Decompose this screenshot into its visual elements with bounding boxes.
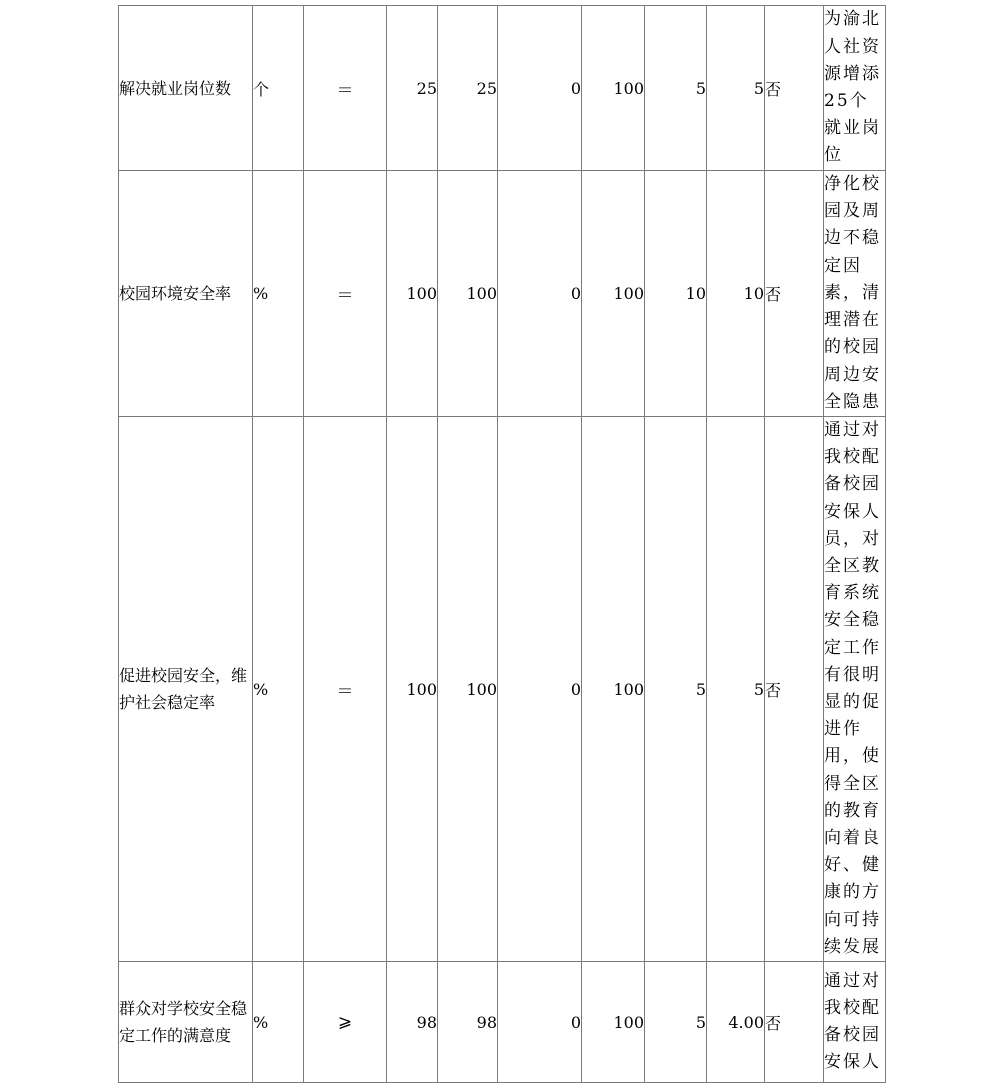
target-value-cell: 100 (387, 417, 438, 962)
completion-rate-cell: 100 (582, 417, 645, 962)
deviation-cell: 0 (498, 962, 582, 1083)
weight-cell: 5 (645, 962, 707, 1083)
score-cell: 5 (707, 6, 765, 171)
target-value-cell: 98 (387, 962, 438, 1083)
target-value-cell: 25 (387, 6, 438, 171)
unit-cell: 个 (253, 6, 304, 171)
score-cell: 5 (707, 417, 765, 962)
performance-indicator-table (118, 5, 886, 1083)
unit-cell: % (253, 171, 304, 417)
indicator-name-cell: 校园环境安全率 (119, 171, 253, 417)
remark-cell: 为渝北人社资源增添25个就业岗位 (824, 6, 886, 171)
target-value-cell: 100 (387, 171, 438, 417)
weight-cell: 10 (645, 171, 707, 417)
adjusted-flag-cell: 否 (765, 6, 824, 171)
comparison-symbol-cell: ＝ (304, 171, 387, 417)
completion-rate-cell: 100 (582, 6, 645, 171)
adjusted-flag-cell: 否 (765, 962, 824, 1083)
remark-cell: 通过对我校配备校园安保人员，对全区教育系统安全稳定工作有很明显的促进作用，使得全区的教育向着良好、健康的方向可持续发展 (824, 417, 886, 962)
deviation-cell: 0 (498, 171, 582, 417)
weight-cell: 5 (645, 417, 707, 962)
table-row (119, 6, 886, 171)
weight-cell: 5 (645, 6, 707, 171)
deviation-cell: 0 (498, 417, 582, 962)
unit-cell: % (253, 962, 304, 1083)
table-row (119, 962, 886, 1083)
adjusted-flag-cell: 否 (765, 417, 824, 962)
actual-value-cell: 100 (438, 171, 498, 417)
remark-cell: 通过对我校配备校园安保人 (824, 962, 886, 1083)
indicator-name-cell: 促进校园安全，维护社会稳定率 (119, 417, 253, 962)
comparison-symbol-cell: ＝ (304, 417, 387, 962)
score-cell: 4.00 (707, 962, 765, 1083)
indicator-name-cell: 解决就业岗位数 (119, 6, 253, 171)
actual-value-cell: 25 (438, 6, 498, 171)
score-cell: 10 (707, 171, 765, 417)
adjusted-flag-cell: 否 (765, 171, 824, 417)
comparison-symbol-cell: ＝ (304, 6, 387, 171)
remark-cell: 净化校园及周边不稳定因素，清理潜在的校园周边安全隐患 (824, 171, 886, 417)
comparison-symbol-cell: ⩾ (304, 962, 387, 1083)
table-row (119, 171, 886, 417)
deviation-cell: 0 (498, 6, 582, 171)
table-row (119, 417, 886, 962)
completion-rate-cell: 100 (582, 962, 645, 1083)
completion-rate-cell: 100 (582, 171, 645, 417)
unit-cell: % (253, 417, 304, 962)
actual-value-cell: 98 (438, 962, 498, 1083)
indicator-name-cell: 群众对学校安全稳定工作的满意度 (119, 962, 253, 1083)
actual-value-cell: 100 (438, 417, 498, 962)
